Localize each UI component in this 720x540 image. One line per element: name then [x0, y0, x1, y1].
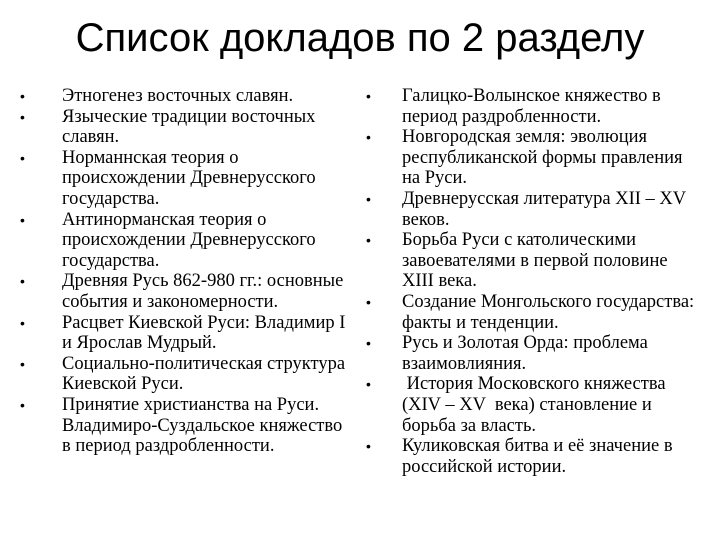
list-item [362, 333, 698, 374]
bullet-icon: • [366, 293, 371, 310]
bullet-icon: • [20, 88, 25, 104]
bullet-icon: • [20, 211, 25, 228]
list-item-text: Создание Монгольского государства: факты и тенденции. [402, 291, 695, 333]
bullet-icon: • [20, 355, 25, 372]
report-list-right [362, 86, 698, 477]
list-item [362, 86, 698, 127]
bullet-icon: • [366, 376, 371, 393]
list-item [362, 127, 698, 189]
list-item-text: Русь и Золотая Орда: проблема взаимовлияния. [402, 333, 648, 374]
slide-title: Список докладов по 2 разделу [75, 16, 645, 60]
report-list-left [18, 86, 348, 457]
bullet-icon: • [366, 129, 371, 146]
list-item-text: Древняя Русь 862-980 гг.: основные события и закономерности. [62, 271, 344, 312]
list-item-text: Антинорманская теория о происхождении Древнерусского государства. [62, 209, 316, 271]
list-item [362, 436, 698, 477]
list-item-text: Куликовская битва и её значение в российской истории. [402, 436, 673, 477]
list-item-text: Расцвет Киевской Руси: Владимир I и Ярослав Мудрый. [62, 312, 346, 354]
list-item-text: Новгородская земля: эволюция республиканской формы правления на Руси. [402, 127, 683, 189]
list-item [18, 148, 348, 210]
bullet-icon: • [20, 108, 25, 125]
list-item [18, 313, 348, 354]
bullet-icon: • [20, 273, 25, 290]
list-item [18, 210, 348, 272]
list-item-text: Древнерусская литература XII – XV веков. [402, 188, 686, 230]
list-item [18, 354, 348, 395]
bullet-icon: • [366, 335, 371, 352]
list-item [18, 395, 348, 457]
bullet-icon: • [366, 88, 371, 104]
list-item-text: Принятие христианства на Руси. Владимиро-Суздальское княжество в период раздробленности. [62, 394, 343, 457]
list-item-text: Социально-политическая структура Киевской Руси. [62, 353, 346, 395]
list-item-text: Галицко-Волынское княжество в период раздробленности. [402, 86, 661, 127]
bullet-icon: • [20, 149, 25, 166]
list-item [362, 189, 698, 230]
list-item-text: Норманнская теория о происхождении Древнерусского государства. [62, 147, 316, 209]
list-item [362, 292, 698, 333]
bullet-icon: • [366, 438, 371, 455]
bullet-icon: • [366, 190, 371, 207]
list-item-text: История Московского княжества (XIV – XV века) становление и борьба за власть. [402, 374, 671, 436]
list-item-text: Борьба Руси с католическими завоевателями в первой половине XIII века. [402, 230, 668, 292]
list-item [362, 374, 698, 436]
list-item-text: Языческие традиции восточных славян. [62, 106, 316, 148]
list-item [18, 271, 348, 312]
list-item [18, 107, 348, 148]
list-item-text: Этногенез восточных славян. [62, 86, 294, 106]
bullet-icon: • [366, 232, 371, 249]
bullet-icon: • [20, 314, 25, 331]
bullet-icon: • [20, 396, 25, 413]
list-item [18, 86, 348, 107]
list-item [362, 230, 698, 292]
